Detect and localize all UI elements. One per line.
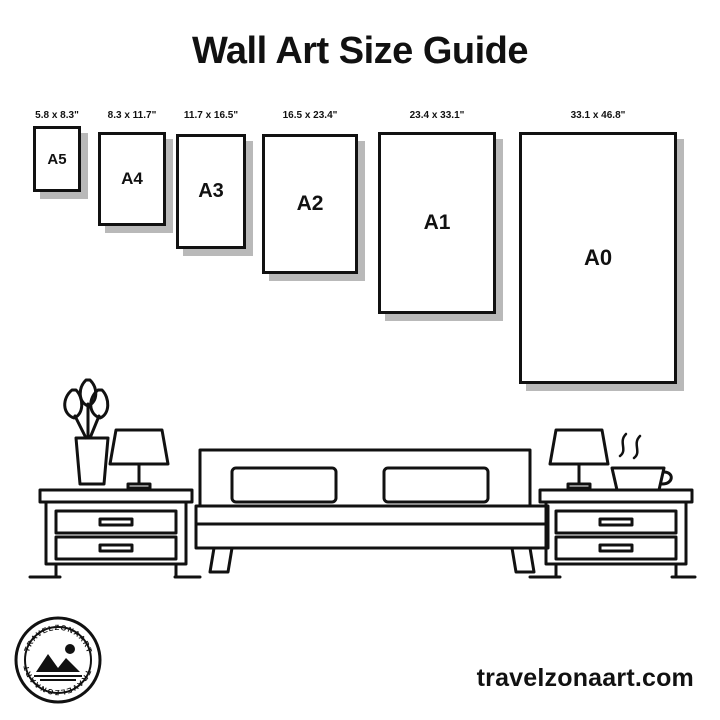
frame-box-a3[interactable] xyxy=(176,134,246,249)
left-nightstand xyxy=(40,490,192,576)
frame-item-a4[interactable] xyxy=(98,110,166,250)
frame-item-a5[interactable] xyxy=(33,110,81,230)
logo-text-top: TRAVELZONAART xyxy=(22,622,95,655)
frame-box-a2[interactable] xyxy=(262,134,358,274)
frame-dimension-label-a5: 5.8 x 8.3" xyxy=(35,110,79,121)
frame-box-a5[interactable] xyxy=(33,126,81,192)
bed xyxy=(196,450,548,572)
brand-logo xyxy=(14,616,102,704)
right-nightstand xyxy=(540,490,692,576)
frame-size-label-a3: A3 xyxy=(198,180,224,202)
frame-dimension-label-a2: 16.5 x 23.4" xyxy=(282,110,338,121)
bedroom-illustration xyxy=(0,372,720,602)
frame-box-a0[interactable] xyxy=(519,132,677,384)
frame-dimension-label-a0: 33.1 x 46.8" xyxy=(570,110,626,121)
frame-box-a4[interactable] xyxy=(98,132,166,226)
frame-size-row xyxy=(0,110,720,400)
frame-item-a1[interactable] xyxy=(378,110,496,330)
coffee-cup xyxy=(612,434,671,490)
frame-item-a3[interactable] xyxy=(176,110,246,270)
frame-size-label-a0: A0 xyxy=(583,245,613,270)
frame-item-a0[interactable] xyxy=(519,110,677,400)
frame-item-a2[interactable] xyxy=(262,110,358,290)
frame-size-label-a2: A2 xyxy=(296,192,324,215)
frame-size-label-a4: A4 xyxy=(121,169,143,188)
frame-dimension-label-a4: 8.3 x 11.7" xyxy=(107,110,157,121)
frame-size-label-a1: A1 xyxy=(423,211,451,234)
page-title: Wall Art Size Guide xyxy=(191,30,529,72)
logo-text-bottom: TRAVELZONAART xyxy=(21,663,94,698)
frame-size-label-a5: A5 xyxy=(47,150,67,168)
left-table-lamp xyxy=(110,430,168,488)
frame-dimension-label-a3: 11.7 x 16.5" xyxy=(183,110,239,121)
frame-dimension-label-a1: 23.4 x 33.1" xyxy=(409,110,465,121)
frame-box-a1[interactable] xyxy=(378,132,496,314)
right-table-lamp xyxy=(550,430,608,488)
plant-vase xyxy=(65,380,108,484)
site-url[interactable]: travelzonaart.com xyxy=(476,664,694,692)
bedroom-scene-svg xyxy=(0,372,720,602)
brand-logo-icon xyxy=(14,616,102,704)
